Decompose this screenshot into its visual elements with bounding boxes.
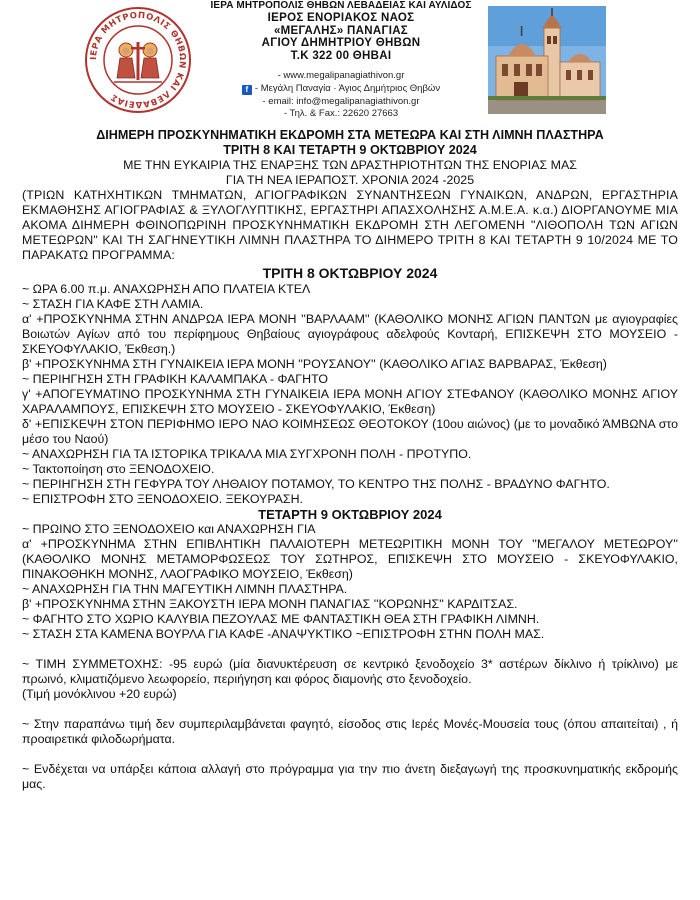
itinerary-item: ~ ΠΕΡΙΗΓΗΣΗ ΣΤΗ ΓΡΑΦΙΚΗ ΚΑΛΑΜΠΑΚΑ - ΦΑΓΗΤΟ — [22, 372, 329, 386]
itinerary-item: γ' +ΑΠΟΓΕΥΜΑΤΙΝΟ ΠΡΟΣΚΥΝΗΜΑ ΣΤΗ ΓΥΝΑΙΚΕΙΑ ΙΕΡΑ ΜΟΝΗ ΑΓΙΟΥ ΣΤΕΦΑΝΟΥ (ΚΑΘΟΛΙΚΟ ΜΟΝΗΣ ΑΓΙΟΥ ΧΑΡΑΛΑΜΠΟΥΣ, ΕΠΙΣΚΕΨΗ ΣΤΟ ΜΟΥΣΕΙΟ - ΣΚΕΥΟΦΥΛΑΚΙΟ, Έκθεση) — [22, 387, 678, 416]
itinerary-item: ~ ΣΤΑΣΗ ΓΙΑ ΚΑΦΕ ΣΤΗ ΛΑΜΙΑ. — [22, 297, 204, 311]
email-link[interactable]: - email: info@megalipanagiathivon.gr — [262, 95, 420, 107]
facebook-line[interactable] — [196, 83, 486, 96]
day2-itinerary — [22, 522, 678, 642]
metropolis-seal-logo — [84, 6, 192, 114]
website-link[interactable]: - www.megalipanagiathivon.gr — [277, 70, 405, 81]
itinerary-item: ~ ΑΝΑΧΩΡΗΣΗ ΓΙΑ ΤΗΝ ΜΑΓΕΥΤΙΚΗ ΛΙΜΝΗ ΠΛΑΣΤΗΡΑ. — [22, 582, 348, 596]
itinerary-item: α' +ΠΡΟΣΚΥΝΗΜΑ ΣΤΗΝ ΑΝΔΡΩΑ ΙΕΡΑ ΜΟΝΗ ''ΒΑΡΛΑΑΜ'' (ΚΑΘΟΛΙΚΟ ΜΟΝΗΣ ΑΓΙΩΝ ΠΑΝΤΩΝ με αγιογραφίες Βοιωτών Αγίων από του περίφημους Θηβαίους αγιογράφους αδελφούς Κονταρή, ΕΠΙΣΚΕΨΗ ΣΤΟ ΜΟΥΣΕΙΟ - ΣΚΕΥΟΦΥΛΑΚΙΟ, Έκθεση.) — [22, 312, 678, 356]
itinerary-item: ~ ΦΑΓΗΤΟ ΣΤΟ ΧΩΡΙΟ ΚΑΛΥΒΙΑ ΠΕΖΟΥΛΑΣ ΜΕ ΦΑΝΤΑΣΤΙΚΗ ΘΕΑ ΣΤΗ ΓΡΑΦΙΚΗ ΛΙΜΝΗ. — [22, 612, 540, 626]
church-type: ΙΕΡΟΣ ΕΝΟΡΙΑΚΟΣ ΝΑΟΣ — [267, 12, 415, 24]
exclusions-note: ~ Στην παραπάνω τιμή δεν συμπεριλαμβάνεται φαγητό, είσοδος στις Ιερές Μονές-Μουσεία τους (όπου απαιτείται) , ή προαιρετικά φιλοδωρήματα. — [22, 717, 678, 746]
letterhead — [0, 0, 700, 120]
changes-note: ~ Ενδέχεται να υπάρξει κάποια αλλαγή στο πρόγραμμα για την πιο άνετη διεξαγωγή της προσκυνηματικής εκδρομής μας. — [22, 762, 678, 791]
spacer — [22, 642, 678, 657]
itinerary-item: β' +ΠΡΟΣΚΥΝΗΜΑ ΣΤΗΝ ΞΑΚΟΥΣΤΗ ΙΕΡΑ ΜΟΝΗ ΠΑΝΑΓΙΑΣ ''ΚΟΡΩΝΗΣ'' ΚΑΡΔΙΤΣΑΣ. — [22, 597, 518, 611]
day1-itinerary — [22, 282, 678, 507]
postcode: Τ.Κ 322 00 ΘΗΒΑΙ — [290, 49, 392, 62]
church-subtitle: ΑΓΙΟΥ ΔΗΜΗΤΡΙΟΥ ΘΗΒΩΝ — [261, 37, 421, 49]
metropolis-name: ΙΕΡΑ ΜΗΤΡΟΠΟΛΙΣ ΘΗΒΩΝ ΛΕΒΑΔΕΙΑΣ ΚΑΙ ΑΥΛΙΔΟΣ — [210, 0, 472, 11]
phone-number: - Τηλ. & Fax.: 22620 27663 — [283, 108, 399, 120]
trip-title: ΔΙΗΜΕΡΗ ΠΡΟΣΚΥΝΗΜΑΤΙΚΗ ΕΚΔΡΟΜΗ ΣΤΑ ΜΕΤΕΩΡΑ ΚΑΙ ΣΤΗ ΛΙΜΝΗ ΠΛΑΣΤΗΡΑ — [96, 128, 604, 142]
itinerary-item: β' +ΠΡΟΣΚΥΝΗΜΑ ΣΤΗ ΓΥΝΑΙΚΕΙΑ ΙΕΡΑ ΜΟΝΗ ''ΡΟΥΣΑΝΟΥ'' (ΚΑΘΟΛΙΚΟ ΑΓΙΑΣ ΒΑΡΒΑΡΑΣ, Έκθεση) — [22, 357, 607, 371]
church-photo — [488, 6, 606, 114]
itinerary-item: ~ Τακτοποίηση στο ΞΕΝΟΔΟΧΕΙΟ. — [22, 462, 215, 476]
facebook-page: - Μεγάλη Παναγία · Άγιος Δημήτριος Θηβών — [254, 82, 441, 94]
spacer — [22, 702, 678, 717]
svg-text:ΙΕΡΑ ΜΗΤΡΟΠΟΛΙΣ ΘΗΒΩΝ ΚΑΙ ΛΕΒΑ: ΙΕΡΑ ΜΗΤΡΟΠΟΛΙΣ ΘΗΒΩΝ ΚΑΙ ΛΕΒΑΔΕΙΑΣ — [88, 10, 188, 110]
itinerary-item: ~ ΩΡΑ 6.00 π.μ. ΑΝΑΧΩΡΗΣΗ ΑΠΟ ΠΛΑΤΕΙΑ ΚΤΕΛ — [22, 282, 311, 296]
itinerary-item: ~ ΑΝΑΧΩΡΗΣΗ ΓΙΑ ΤΑ ΙΣΤΟΡΙΚΑ ΤΡΙΚΑΛΑ ΜΙΑ ΣΥΓΧΡΟΝΗ ΠΟΛΗ - ΠΡΟΤΥΠΟ. — [22, 447, 472, 461]
day2-heading: ΤΕΤΑΡΤΗ 9 ΟΚΤΩΒΡΙΟΥ 2024 — [258, 507, 442, 522]
itinerary-item: ~ ΠΡΩΙΝΟ ΣΤΟ ΞΕΝΟΔΟΧΕΙΟ και ΑΝΑΧΩΡΗΣΗ ΓΙΑ — [22, 522, 316, 536]
price-note: ~ ΤΙΜΗ ΣΥΜΜΕΤΟΧΗΣ: -95 ευρώ (μία διανυκτέρευση σε κεντρικό ξενοδοχείο 3* αστέρων δίκλινο ή τρίκλινο) με πρωινό, κλιματιζόμενο λεωφορείο, περιήγηση και φόρος διαμονής στο ξενοδοχείο. — [22, 657, 678, 686]
day1-heading: ΤΡΙΤΗ 8 ΟΚΤΩΒΡΙΟΥ 2024 — [262, 265, 438, 281]
itinerary-item: ~ ΠΕΡΙΗΓΗΣΗ ΣΤΗ ΓΕΦΥΡΑ ΤΟΥ ΛΗΘΑΙΟΥ ΠΟΤΑΜΟΥ, ΤΟ ΚΕΝΤΡΟ ΤΗΣ ΠΟΛΗΣ - ΒΡΑΔΥΝΟ ΦΑΓΗΤΟ. — [22, 477, 610, 491]
intro-paragraph: (ΤΡΙΩΝ ΚΑΤΗΧΗΤΙΚΩΝ ΤΜΗΜΑΤΩΝ, ΑΓΙΟΓΡΑΦΙΚΩΝ ΣΥΝΑΝΤΗΣΕΩΝ ΓΥΝΑΙΚΩΝ, ΑΝΔΡΩΝ, ΕΡΓΑΣΤΗΡΙΑ ΕΚΜΑΘΗΣΗΣ ΑΓΙΟΓΡΑΦΙΑΣ & ΞΥΛΟΓΛΥΠΤΙΚΗΣ, ΕΡΓΑΣΤΗΡΙ ΑΠΑΣΧΟΛΗΣΗΣ Α.Μ.Ε.Α. κ.α.) ΔΙΟΡΓΑΝΟΥΜΕ ΜΙΑ ΑΚΟΜΑ ΔΙΗΜΕΡΗ ΦΘΙΝΟΠΩΡΙΝΗ ΠΡΟΣΚΥΝΗΜΑΤΙΚΗ ΕΚΔΡΟΜΗ ΣΤΗ ΛΕΓΟΜΕΝΗ "ΛΙΘΟΠΟΛΗ ΤΩΝ ΑΓΙΩΝ ΜΕΤΕΩΡΩΝ" ΚΑΙ ΤΗ ΣΑΓΗΝΕΥΤΙΚΗ ΛΙΜΝΗ ΠΛΑΣΤΗΡΑ ΤΟ ΔΙΗΜΕΡΟ ΤΡΙΤΗ 8 ΚΑΙ ΤΕΤΑΡΤΗ 9 10/2024 ΜΕ ΤΟ ΠΑΡΑΚΑΤΩ ΠΡΟΓΡΑΜΜΑ: — [22, 188, 678, 262]
contact-info — [196, 70, 486, 121]
single-room-note: (Τιμή μονόκλινου +20 ευρώ) — [22, 687, 177, 701]
spacer — [22, 747, 678, 762]
itinerary-item: δ' +ΕΠΙΣΚΕΨΗ ΣΤΟΝ ΠΕΡΙΦΗΜΟ ΙΕΡΟ ΝΑΟ ΚΟΙΜΗΣΕΩΣ ΘΕΟΤΟΚΟΥ (10ου αιώνος) (με το μοναδικό ΆΜΒΩΝΑ στο μέσο του Ναού) — [22, 417, 678, 446]
intro-line-1: ΜΕ ΤΗΝ ΕΥΚΑΙΡΙΑ ΤΗΣ ΕΝΑΡΞΗΣ ΤΩΝ ΔΡΑΣΤΗΡΙΟΤΗΤΩΝ ΤΗΣ ΕΝΟΡΙΑΣ ΜΑΣ — [123, 158, 577, 172]
intro-line-2: ΓΙΑ ΤΗ ΝΕΑ ΙΕΡΑΠΟΣΤ. ΧΡΟΝΙΑ 2024 -2025 — [225, 173, 475, 187]
church-name: «ΜΕΓΑΛΗΣ» ΠΑΝΑΓΙΑΣ — [273, 24, 408, 37]
header-text — [196, 0, 486, 62]
document-body — [22, 128, 678, 792]
itinerary-item: α' +ΠΡΟΣΚΥΝΗΜΑ ΣΤΗΝ ΕΠΙΒΛΗΤΙΚΗ ΠΑΛΑΙΟΤΕΡΗ ΜΕΤΕΩΡΙΤΙΚΗ ΜΟΝΗ ΤΟΥ ''ΜΕΓΑΛΟΥ ΜΕΤΕΩΡΟΥ'' (ΚΑΘΟΛΙΚΟ ΜΟΝΗΣ ΜΕΤΑΜΟΡΦΩΣΕΩΣ ΤΟΥ ΣΩΤΗΡΟΣ, ΕΠΙΣΚΕΨΗ ΣΤΟ ΜΟΥΣΕΙΟ - ΣΚΕΥΟΦΥΛΑΚΙΟ, ΠΙΝΑΚΟΘΗΚΗ ΜΟΝΗΣ, ΛΑΟΓΡΑΦΙΚΟ ΜΟΥΣΕΙΟ, Έκθεση) — [22, 537, 678, 581]
itinerary-item: ~ ΕΠΙΣΤΡΟΦΗ ΣΤΟ ΞΕΝΟΔΟΧΕΙΟ. ΞΕΚΟΥΡΑΣΗ. — [22, 492, 303, 506]
facebook-icon: f — [242, 85, 252, 95]
itinerary-item: ~ ΣΤΑΣΗ ΣΤΑ ΚΑΜΕΝΑ ΒΟΥΡΛΑ ΓΙΑ ΚΑΦΕ -ΑΝΑΨΥΚΤΙΚΟ ~ΕΠΙΣΤΡΟΦΗ ΣΤΗΝ ΠΟΛΗ ΜΑΣ. — [22, 627, 545, 641]
trip-dates: ΤΡΙΤΗ 8 ΚΑΙ ΤΕΤΑΡΤΗ 9 ΟΚΤΩΒΡΙΟΥ 2024 — [223, 143, 477, 157]
